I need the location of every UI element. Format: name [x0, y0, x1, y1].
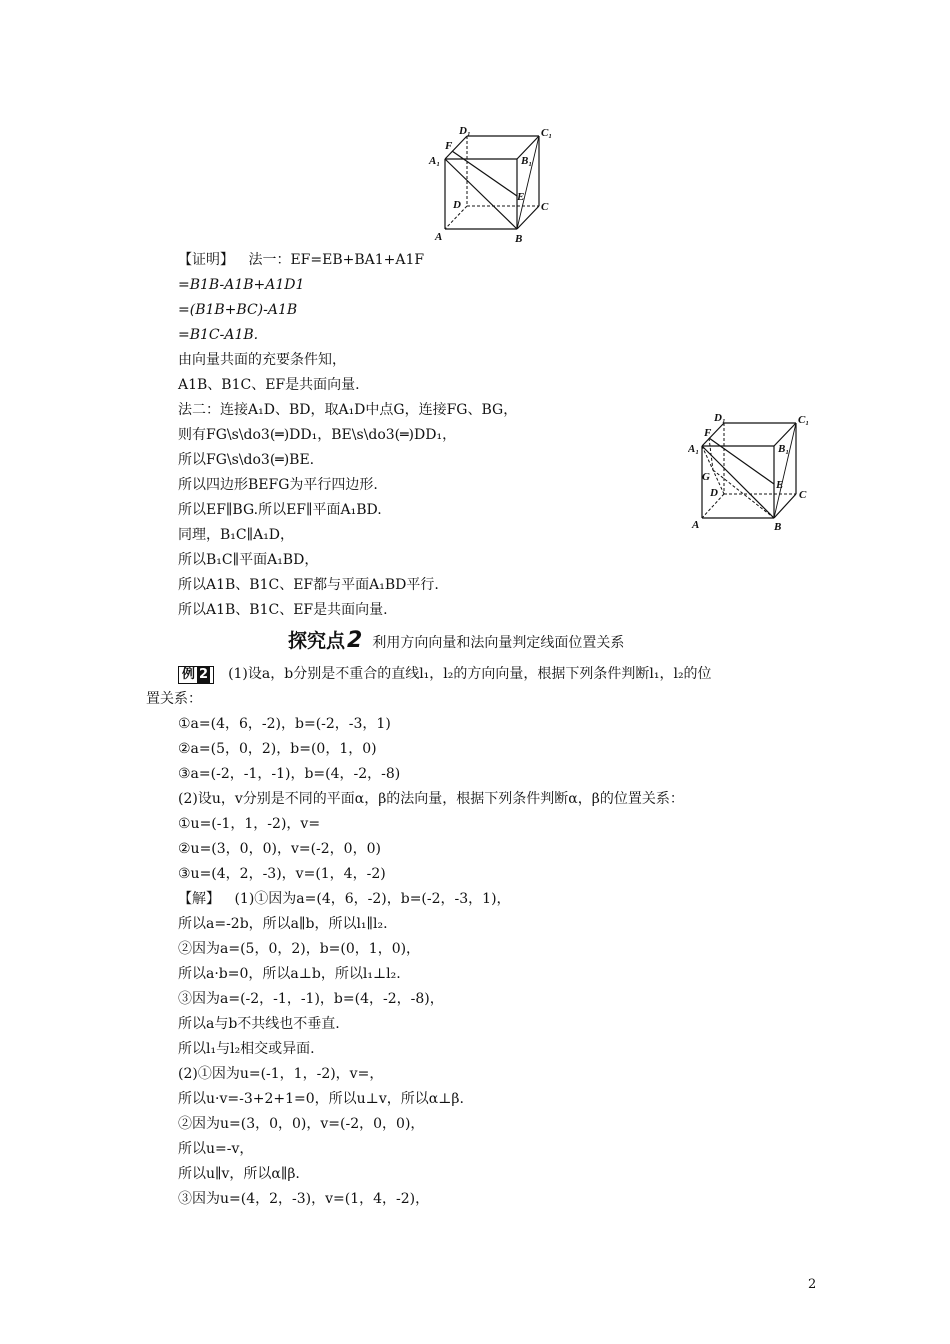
solution-part1: (1)①因为a=(4，6，-2)，b=(-2，-3，1)，: [234, 891, 511, 907]
solution-line-11: 所以u=-v，: [178, 1141, 254, 1157]
section-title: 探究点: [288, 630, 346, 652]
solution-line-6: 所以a与b不共线也不垂直.: [178, 1016, 340, 1032]
cube-figure-2: [688, 410, 823, 532]
label2-A: A: [692, 519, 700, 531]
solution-line-7: 所以l₁与l₂相交或异面.: [178, 1041, 315, 1057]
solution-line-4: 所以a·b=0，所以a⊥b，所以l₁⊥l₂.: [178, 966, 401, 982]
example-badge-text: 例: [182, 667, 196, 682]
label2-F: F: [704, 427, 712, 439]
proof-line-1: [178, 250, 424, 270]
example-line-1: [178, 664, 712, 684]
proof-line-4: =B1C-A1B.: [178, 327, 259, 343]
section-number: 2: [347, 628, 363, 653]
label-C1: C₁: [541, 127, 553, 139]
proof-line-5: 由向量共面的充要条件知，: [178, 352, 346, 368]
label-C: C: [541, 201, 549, 213]
label2-A1: A₁: [688, 443, 700, 455]
example-q2: (2)设u，v分别是不同的平面α，β的法向量，根据下列条件判断α，β的位置关系：: [178, 791, 684, 807]
example-q1-b: 置关系：: [146, 691, 202, 707]
proof-line-15: 所以A1B、B1C、EF是共面向量.: [178, 602, 388, 618]
solution-tag: 【解】: [178, 891, 220, 907]
label-B1: B₁: [521, 155, 533, 167]
label-D1: D₁: [459, 125, 471, 137]
label-F: F: [445, 140, 453, 152]
example-q2-3: ③u=(4，2，-3)，v=(1，4，-2): [178, 866, 386, 882]
cube-figure-1-svg: [425, 124, 560, 244]
proof-line-12: 同理，B₁C∥A₁D，: [178, 527, 295, 543]
solution-line-1: [178, 889, 511, 909]
label2-D: D: [710, 487, 718, 499]
example-q2-1: ①u=(-1，1，-2)，v=: [178, 816, 321, 832]
label-E: E: [517, 191, 525, 203]
proof-line-3: =(B1B+BC)-A1B: [178, 302, 298, 318]
solution-line-8: (2)①因为u=(-1，1，-2)，v=，: [178, 1066, 384, 1082]
proof-line-14: 所以A1B、B1C、EF都与平面A₁BD平行.: [178, 577, 439, 593]
solution-line-2: 所以a=-2b，所以a∥b，所以l₁∥l₂.: [178, 916, 388, 932]
proof-line-11: 所以EF∥BG.所以EF∥平面A₁BD.: [178, 502, 382, 518]
solution-line-3: ②因为a=(5，0，2)，b=(0，1，0)，: [178, 941, 421, 957]
label-A: A: [435, 231, 443, 243]
label-D: D: [453, 199, 461, 211]
page-number: 2: [808, 1277, 817, 1292]
label-A1: A₁: [429, 155, 441, 167]
proof-line-6: A1B、B1C、EF是共面向量.: [178, 377, 360, 393]
label2-G: G: [702, 471, 710, 483]
label2-C1: C₁: [798, 414, 810, 426]
proof-line-10: 所以四边形BEFG为平行四边形.: [178, 477, 378, 493]
cube-figure-1: [425, 124, 560, 244]
proof-line-8: 则有FG\s\do3(═)DD₁，BE\s\do3(═)DD₁，: [178, 427, 457, 443]
section-heading: [288, 626, 624, 653]
example-badge-number: 2: [199, 667, 209, 682]
proof-line-7: 法二：连接A₁D、BD，取A₁D中点G，连接FG、BG，: [178, 402, 518, 418]
label2-D1: D₁: [714, 412, 726, 424]
proof-line-13: 所以B₁C∥平面A₁BD，: [178, 552, 319, 568]
example-badge: [178, 666, 214, 684]
solution-line-10: ②因为u=(3，0，0)，v=(-2，0，0)，: [178, 1116, 425, 1132]
label2-B: B: [774, 521, 782, 532]
example-q2-2: ②u=(3，0，0)，v=(-2，0，0): [178, 841, 381, 857]
solution-line-9: 所以u·v=-3+2+1=0，所以u⊥v，所以α⊥β.: [178, 1091, 464, 1107]
solution-line-5: ③因为a=(-2，-1，-1)，b=(4，-2，-8)，: [178, 991, 444, 1007]
label2-B1: B₁: [778, 443, 790, 455]
proof-line-2: =B1B-A1B+A1D1: [178, 277, 305, 293]
example-q1-2: ②a=(5，0，2)，b=(0，1，0): [178, 741, 377, 757]
example-q1-3: ③a=(-2，-1，-1)，b=(4，-2，-8): [178, 766, 401, 782]
proof-tag: 【证明】: [178, 252, 234, 268]
label-B: B: [515, 233, 523, 244]
proof-line-9: 所以FG\s\do3(═)BE.: [178, 452, 315, 468]
example-q1-a: (1)设a，b分别是不重合的直线l₁，l₂的方向向量，根据下列条件判断l₁，l₂的位: [228, 666, 712, 682]
proof-method-1: 法一：EF=EB+BA1+A1F: [248, 252, 425, 268]
section-subtitle: 利用方向向量和法向量判定线面位置关系: [372, 635, 625, 651]
example-q1-1: ①a=(4，6，-2)，b=(-2，-3，1): [178, 716, 391, 732]
solution-line-13: ③因为u=(4，2，-3)，v=(1，4，-2)，: [178, 1191, 430, 1207]
label2-C: C: [799, 489, 807, 501]
solution-line-12: 所以u∥v，所以α∥β.: [178, 1166, 300, 1182]
label2-E: E: [776, 479, 784, 491]
cube-figure-2-svg: [688, 410, 823, 532]
